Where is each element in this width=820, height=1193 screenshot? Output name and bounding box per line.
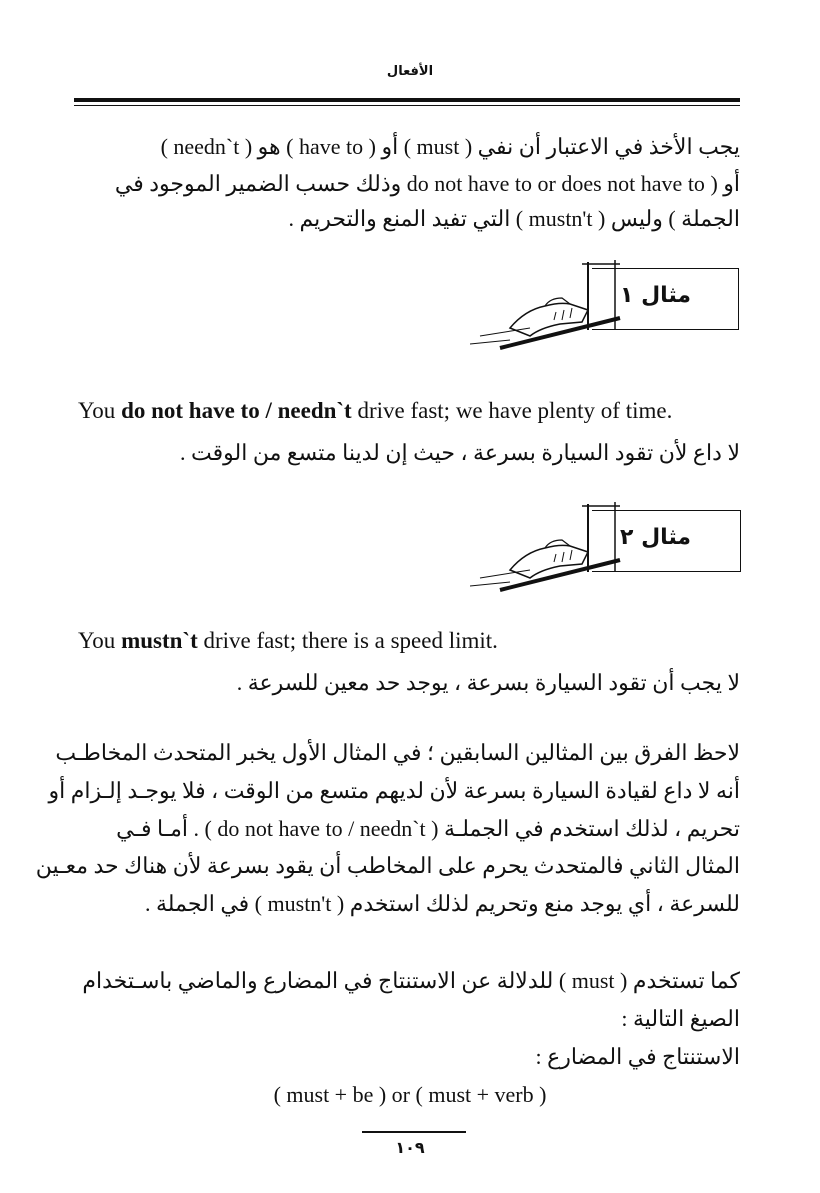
example2-label: مثال ٢	[620, 525, 692, 550]
example1-label: مثال ١	[620, 283, 692, 308]
para1-line1: يجب الأخذ في الاعتبار أن نفي ( must ) أو ( have to ) هو ( needn`t )	[160, 134, 740, 159]
example1-en-prefix: You	[78, 398, 122, 423]
example2-arabic: لا يجب أن تقود السيارة بسرعة ، يوجد حد معين للسرعة .	[236, 670, 740, 695]
para2-line3: تحريم ، لذلك استخدم في الجملـة ( do not have to / needn`t ) . أمـا فـي	[116, 816, 740, 841]
example2-label-graphic	[470, 500, 742, 600]
example1-arabic: لا داع لأن تقود السيارة بسرعة ، حيث إن لدينا متسع من الوقت .	[180, 440, 740, 465]
para2-line4: المثال الثاني فالمتحدث يحرم على المخاطب أن يقود بسرعة لأن هناك حد معـين	[35, 853, 740, 878]
para3-line1: كما تستخدم ( must ) للدلالة عن الاستنتاج في المضارع والماضي باسـتخدام	[82, 968, 740, 993]
running-header: الأفعال	[386, 64, 434, 79]
example2-english	[78, 626, 748, 656]
para2-line2: أنه لا داع لقيادة السيارة بسرعة لأن لديهم متسع من الوقت ، فلا يوجـد إلـزام أو	[48, 778, 740, 803]
para3-formula: ( must + be ) or ( must + verb )	[273, 1082, 547, 1107]
example1-en-suffix: drive fast; we have plenty of time.	[351, 398, 673, 423]
para1-line2: أو ( do not have to or does not have to وذلك حسب الضمير الموجود في	[114, 171, 740, 196]
para2-line1: لاحظ الفرق بين المثالين السابقين ؛ في المثال الأول يخبر المتحدث المخاطـب	[55, 740, 740, 765]
para3-line2: الصيغ التالية :	[621, 1006, 740, 1031]
para3-line3: الاستنتاج في المضارع :	[535, 1044, 740, 1069]
example2-en-bold: mustn`t	[121, 628, 198, 653]
page-number: ١٠٩	[395, 1138, 425, 1157]
header-rule-thick	[74, 98, 740, 102]
example1-english	[78, 396, 748, 426]
example2-en-suffix: drive fast; there is a speed limit.	[197, 628, 498, 653]
para1-line3: الجملة ) وليس ( mustn't ) التي تفيد المنع والتحريم .	[288, 206, 740, 231]
footer-rule	[362, 1131, 466, 1133]
example1-en-bold: do not have to / needn`t	[121, 398, 352, 423]
header-rule-thin	[74, 105, 740, 106]
writing-hand-icon	[470, 258, 630, 358]
example1-label-graphic	[470, 258, 742, 358]
example2-en-prefix: You	[78, 628, 122, 653]
writing-hand-icon	[470, 500, 630, 600]
para2-line5: للسرعة ، أي يوجد منع وتحريم لذلك استخدم ( mustn't ) في الجملة .	[145, 891, 740, 916]
